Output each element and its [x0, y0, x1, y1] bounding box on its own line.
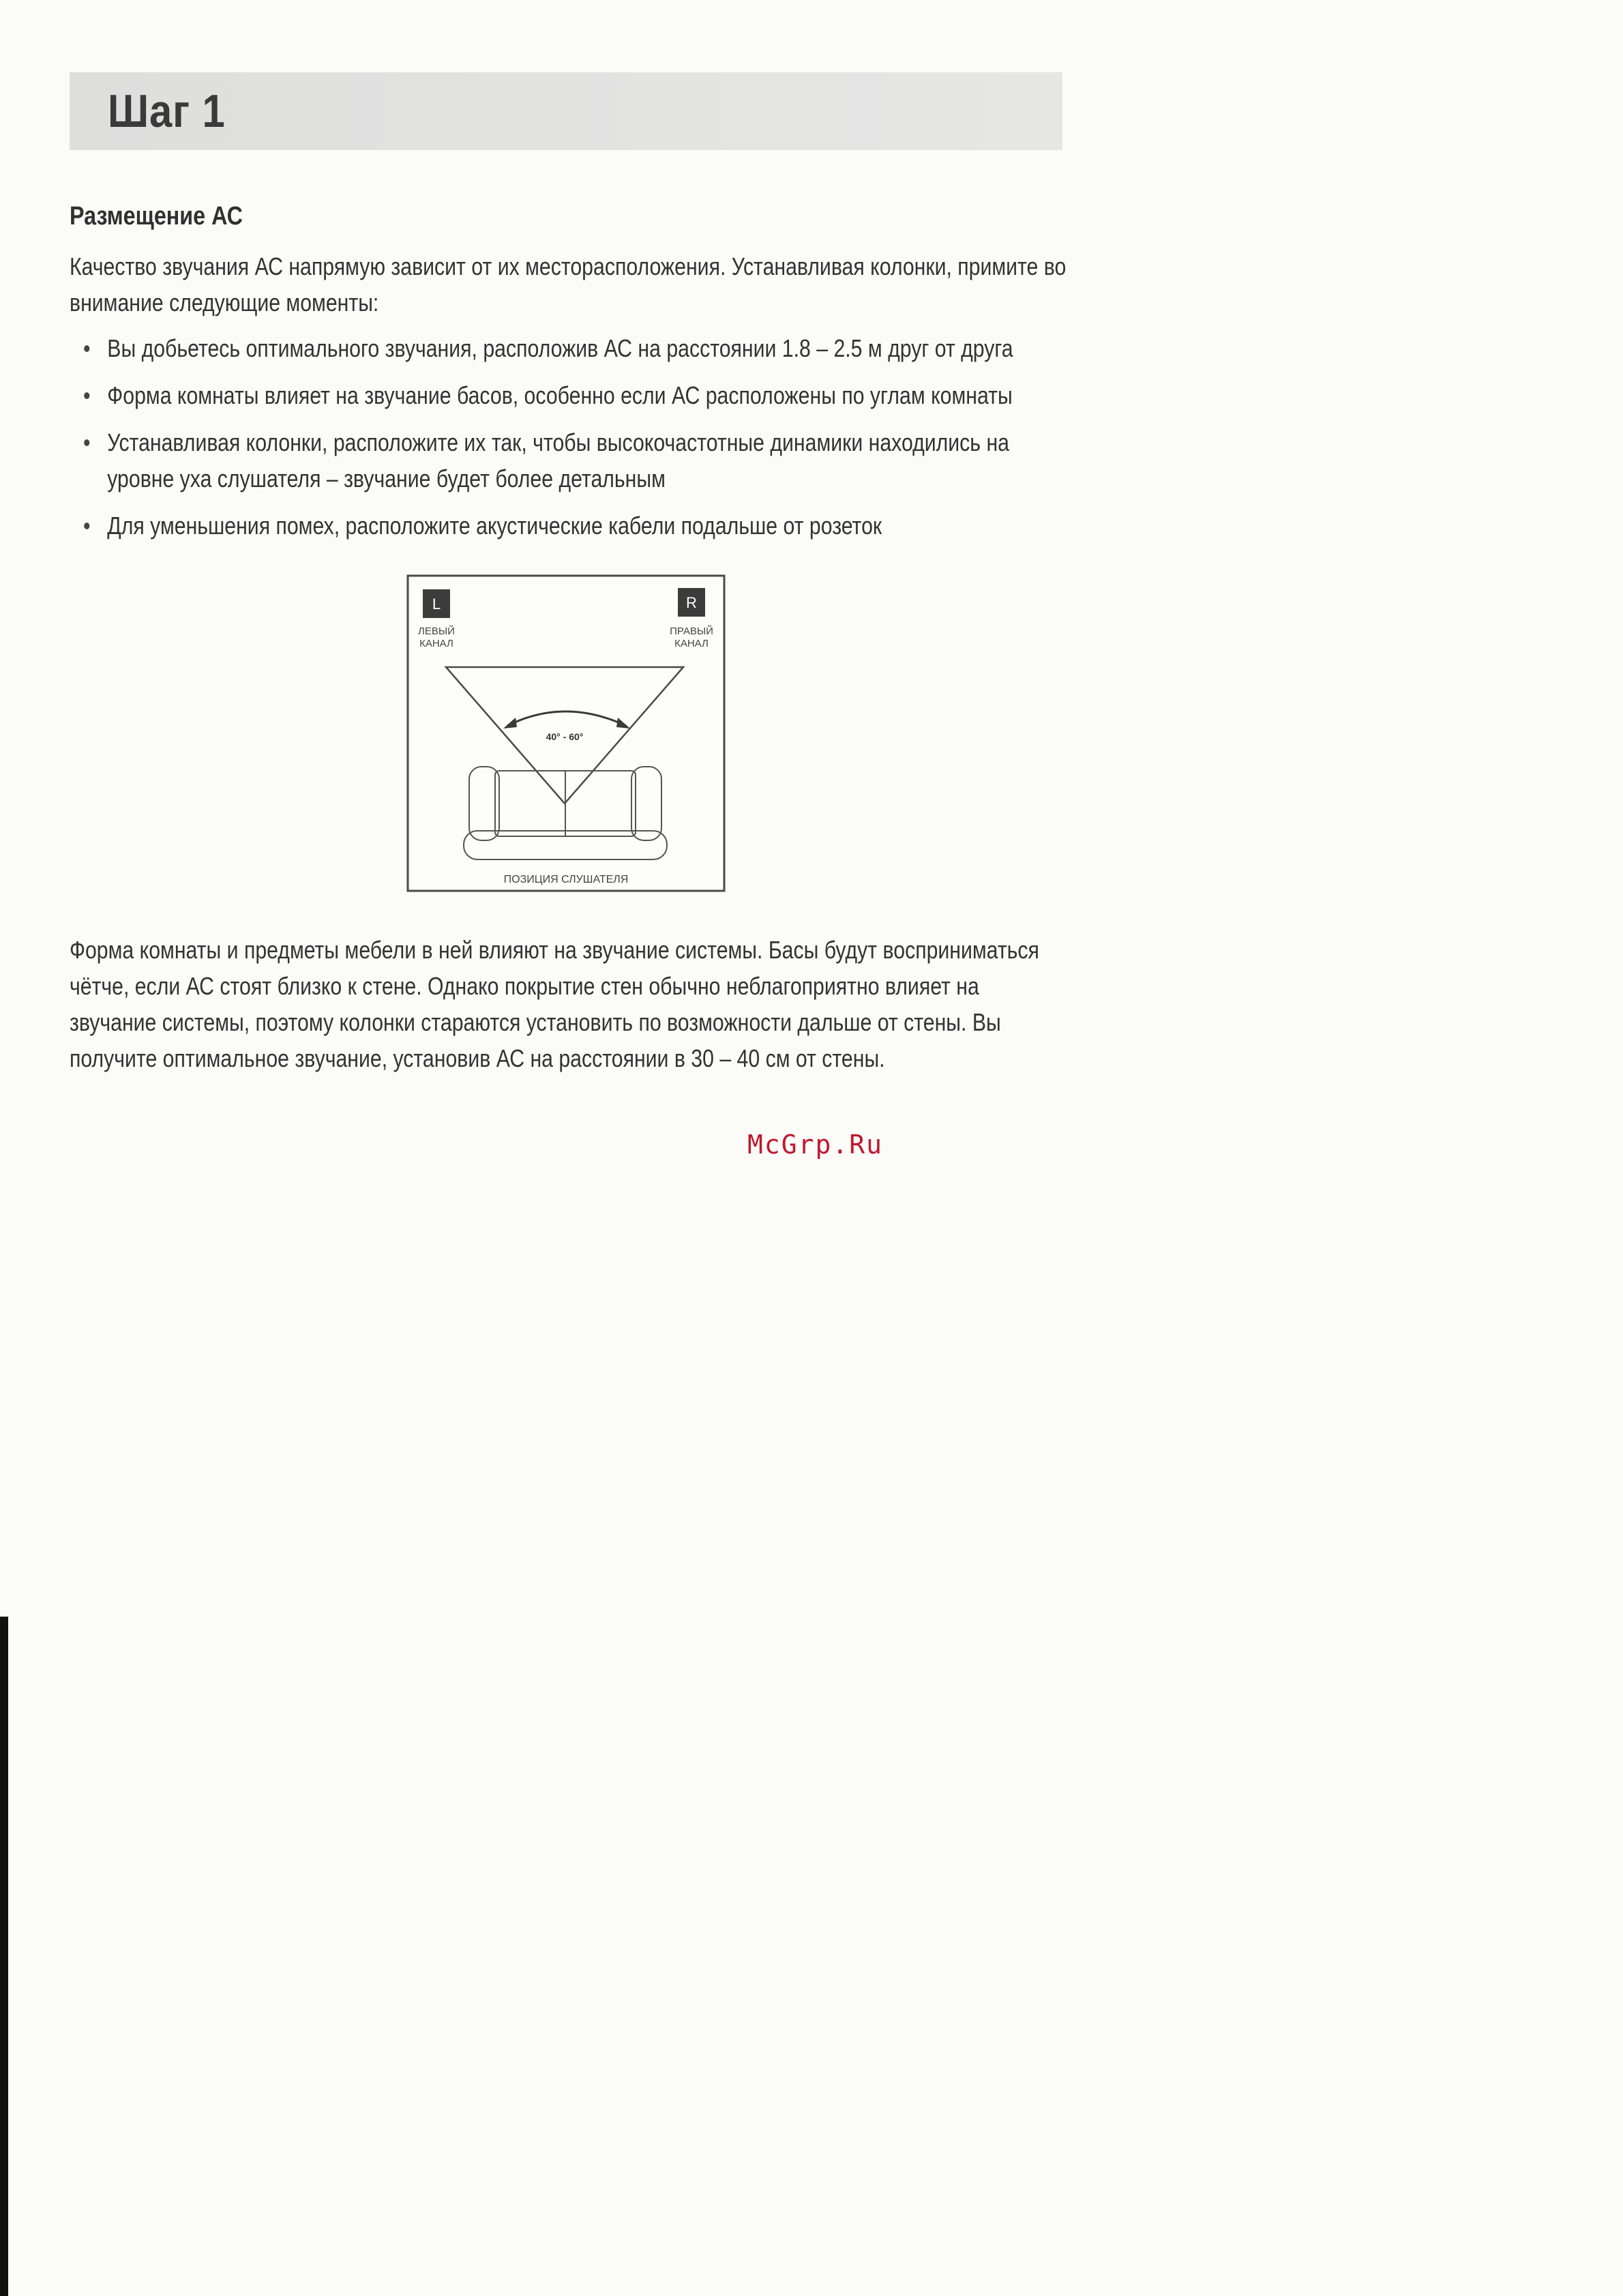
right-channel-label-2: КАНАЛ	[674, 638, 709, 649]
watermark: McGrp.Ru	[747, 1130, 884, 1160]
right-speaker-badge: R	[686, 594, 697, 611]
angle-label: 40° - 60°	[546, 731, 584, 742]
intro-paragraph: Качество звучания АС напрямую зависит от их месторасположения. Устанавливая колонки, примите во внимание следующие моменты:	[70, 252, 1067, 317]
left-channel-label-1: ЛЕВЫЙ	[418, 625, 455, 637]
bullet-item: • Для уменьшения помех, расположите акустические кабели подальше от розеток	[83, 507, 1069, 544]
left-speaker-badge: L	[432, 595, 441, 613]
bullet-item: • Устанавливая колонки, расположите их так, чтобы высокочастотные динамики находились на уровне уха слушателя – звучание будет более детальным	[83, 424, 1069, 497]
page-title: Шаг 1	[108, 85, 226, 137]
title-band	[70, 72, 1062, 150]
closing-paragraph: Форма комнаты и предметы мебели в ней влияют на звучание системы. Басы будут восприниматься чётче, если АС стоят близко к стене. Однако покрытие стен обычно неблагоприятно влияет на звучание системы, поэтому колонки стараются установить по возможности дальше от стены. Вы получите оптимальное звучание, установив АС на расстоянии в 30 – 40 см от стены.	[70, 936, 1039, 1072]
section-heading: Размещение АС	[70, 202, 243, 231]
scan-edge	[0, 1617, 8, 2296]
bullet-list	[83, 330, 1069, 555]
left-channel-label-2: КАНАЛ	[419, 638, 453, 649]
bullet-item: • Форма комнаты влияет на звучание басов, особенно если АС расположены по углам комнаты	[83, 377, 1069, 413]
speaker-placement-diagram	[406, 574, 727, 894]
bullet-item: • Вы добьетесь оптимального звучания, расположив АС на расстоянии 1.8 – 2.5 м друг от друга	[83, 330, 1069, 366]
listener-position-label: ПОЗИЦИЯ СЛУШАТЕЛЯ	[503, 874, 629, 885]
right-channel-label-1: ПРАВЫЙ	[670, 625, 713, 637]
